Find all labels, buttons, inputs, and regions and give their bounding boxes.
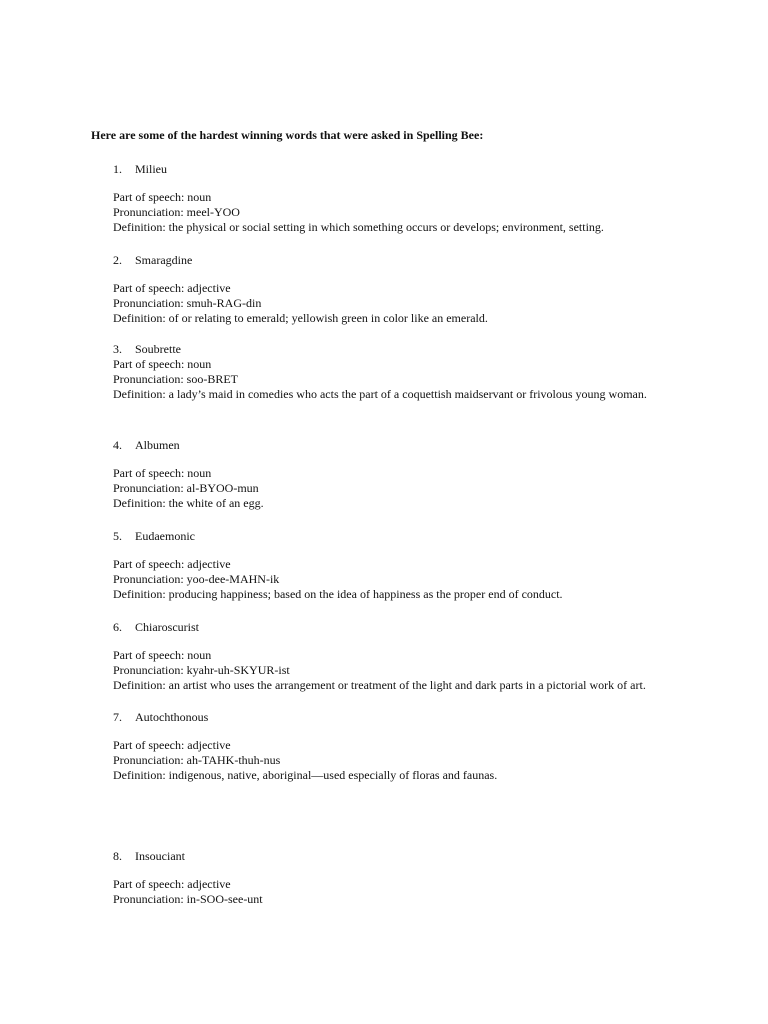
entry-details xyxy=(113,557,733,602)
entry-number: 2. xyxy=(113,253,122,267)
entry-number: 8. xyxy=(113,849,122,863)
pronunciation: Pronunciation: meel-YOO xyxy=(113,205,240,219)
pronunciation: Pronunciation: kyahr-uh-SKYUR-ist xyxy=(113,663,290,677)
word-entry xyxy=(113,438,733,511)
part-of-speech: Part of speech: noun xyxy=(113,357,212,371)
entry-details xyxy=(113,190,733,235)
definition: Definition: a lady’s maid in comedies who acts the part of a coquettish maidservant or frivolous young woman. xyxy=(113,387,647,401)
entry-details xyxy=(113,281,733,326)
part-of-speech: Part of speech: noun xyxy=(113,466,212,480)
entry-number: 6. xyxy=(113,620,122,634)
entry-title xyxy=(113,342,733,357)
part-of-speech: Part of speech: noun xyxy=(113,648,212,662)
entry-number: 1. xyxy=(113,162,122,176)
entry-title xyxy=(113,162,733,177)
entry-word: Smaragdine xyxy=(135,253,193,267)
entry-title xyxy=(113,710,733,725)
entry-details xyxy=(113,877,733,907)
entry-details xyxy=(113,738,733,783)
entry-title xyxy=(113,253,733,268)
entry-number: 3. xyxy=(113,342,122,356)
pronunciation: Pronunciation: ah-TAHK-thuh-nus xyxy=(113,753,281,767)
entry-word: Insouciant xyxy=(135,849,185,863)
part-of-speech: Part of speech: adjective xyxy=(113,738,231,752)
entry-details xyxy=(113,648,733,693)
definition: Definition: producing happiness; based on the idea of happiness as the proper end of conduct. xyxy=(113,587,563,601)
pronunciation: Pronunciation: al-BYOO-mun xyxy=(113,481,259,495)
entry-word: Albumen xyxy=(135,438,180,452)
entry-title xyxy=(113,529,733,544)
entry-word: Soubrette xyxy=(135,342,181,356)
pronunciation: Pronunciation: soo-BRET xyxy=(113,372,238,386)
entry-title xyxy=(113,438,733,453)
entry-number: 5. xyxy=(113,529,122,543)
word-entry xyxy=(113,620,733,693)
entry-details xyxy=(113,466,733,511)
document-heading: Here are some of the hardest winning words that were asked in Spelling Bee: xyxy=(91,128,484,142)
pronunciation: Pronunciation: yoo-dee-MAHN-ik xyxy=(113,572,280,586)
definition: Definition: the white of an egg. xyxy=(113,496,264,510)
entry-word: Autochthonous xyxy=(135,710,209,724)
entry-title xyxy=(113,620,733,635)
entry-details xyxy=(113,357,733,402)
part-of-speech: Part of speech: noun xyxy=(113,190,212,204)
entry-number: 4. xyxy=(113,438,122,452)
word-entry xyxy=(113,342,733,402)
entry-number: 7. xyxy=(113,710,122,724)
word-entry xyxy=(113,849,733,907)
entry-title xyxy=(113,849,733,864)
word-entry xyxy=(113,253,733,326)
part-of-speech: Part of speech: adjective xyxy=(113,281,231,295)
word-entry xyxy=(113,710,733,783)
definition: Definition: of or relating to emerald; yellowish green in color like an emerald. xyxy=(113,311,488,325)
word-entry xyxy=(113,529,733,602)
pronunciation: Pronunciation: smuh-RAG-din xyxy=(113,296,262,310)
definition: Definition: the physical or social setting in which something occurs or develops; environment, setting. xyxy=(113,220,604,234)
pronunciation: Pronunciation: in-SOO-see-unt xyxy=(113,892,263,906)
part-of-speech: Part of speech: adjective xyxy=(113,877,231,891)
entry-word: Eudaemonic xyxy=(135,529,195,543)
definition: Definition: an artist who uses the arrangement or treatment of the light and dark parts in a pictorial work of art. xyxy=(113,678,646,692)
entry-word: Chiaroscurist xyxy=(135,620,199,634)
part-of-speech: Part of speech: adjective xyxy=(113,557,231,571)
entry-word: Milieu xyxy=(135,162,167,176)
word-entry xyxy=(113,162,733,235)
definition: Definition: indigenous, native, aboriginal—used especially of floras and faunas. xyxy=(113,768,498,782)
